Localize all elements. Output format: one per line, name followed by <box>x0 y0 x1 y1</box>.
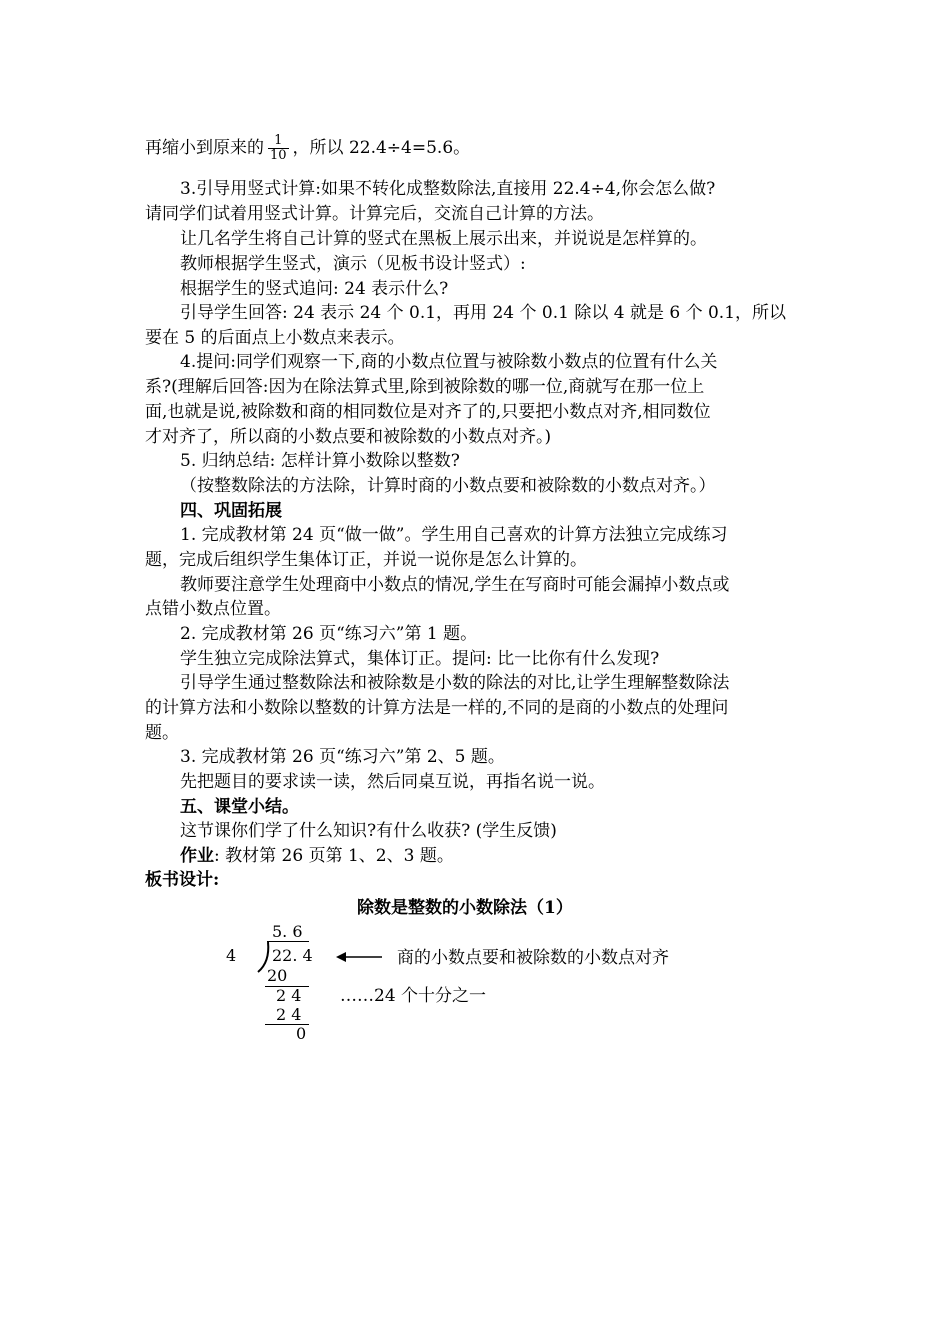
text-line-homework <box>180 845 454 867</box>
text-line-13: 5. 归纳总结: 怎样计算小数除以整数? <box>180 451 460 471</box>
division-step-remainder-1: 2 4 <box>276 986 302 1005</box>
text-line-20: 2. 完成教材第 26 页“练习六”第 1 题。 <box>180 624 478 644</box>
homework-text: : 教材第 26 页第 1、2、3 题。 <box>214 846 454 866</box>
text-line-28: 这节课你们学了什么知识?有什么收获? (学生反馈) <box>180 821 557 841</box>
text-line-22: 引导学生通过整数除法和被除数是小数的除法的对比,让学生理解整数除法 <box>180 673 730 693</box>
board-note-tenths: ……24 个十分之一 <box>340 986 487 1006</box>
division-divisor: 4 <box>226 946 237 965</box>
text-line-23: 的计算方法和小数除以整数的计算方法是一样的,不同的是商的小数点的处理问 <box>145 698 729 718</box>
text-segment: 再缩小到原来的 <box>145 138 264 158</box>
board-note-decimal-alignment: 商的小数点要和被除数的小数点对齐 <box>397 948 669 968</box>
text-line-18: 教师要注意学生处理商中小数点的情况,学生在写商时可能会漏掉小数点或 <box>180 575 730 595</box>
text-line-8: 要在 5 的后面点上小数点来表示。 <box>145 328 405 348</box>
text-segment: ，所以 22.4÷4=5.6。 <box>292 138 471 158</box>
text-line-6: 根据学生的竖式追问: 24 表示什么? <box>180 279 449 299</box>
division-step-subtract-2: 2 4 <box>276 1005 302 1024</box>
section-heading-consolidate: 四、巩固拓展 <box>180 501 282 521</box>
text-line-19: 点错小数点位置。 <box>145 599 281 619</box>
fraction-numerator: 1 <box>268 134 289 149</box>
board-title: 除数是整数的小数除法（1） <box>357 898 573 918</box>
text-line-21: 学生独立完成除法算式，集体订正。提问: 比一比你有什么发现? <box>180 649 660 669</box>
division-step-subtract-1: 20 <box>267 966 288 985</box>
text-line-9: 4.提问:同学们观察一下,商的小数点位置与被除数小数点的位置有什么关 <box>180 352 718 372</box>
left-arrow-icon <box>336 950 384 964</box>
homework-label: 作业 <box>180 846 214 866</box>
fraction-denominator: 10 <box>270 148 287 163</box>
text-line-7: 引导学生回答: 24 表示 24 个 0.1，再用 24 个 0.1 除以 4 就是 6 个 0.1，所以 <box>180 303 787 323</box>
division-quotient: 5. 6 <box>272 922 303 941</box>
text-line-3: 请同学们试着用竖式计算。计算完后，交流自己计算的方法。 <box>145 204 604 224</box>
division-dividend: 22. 4 <box>272 946 313 965</box>
board-design-label: 板书设计: <box>145 870 220 890</box>
text-line-12: 才对齐了，所以商的小数点要和被除数的小数点对齐。) <box>145 427 552 447</box>
text-line-24: 题。 <box>145 723 179 743</box>
text-line-1 <box>145 134 470 163</box>
text-line-2: 3.引导用竖式计算:如果不转化成整数除法,直接用 22.4÷4,你会怎么做? <box>180 179 716 199</box>
text-line-5: 教师根据学生竖式，演示（见板书设计竖式）: <box>180 254 526 274</box>
text-line-26: 先把题目的要求读一读，然后同桌互说，再指名说一说。 <box>180 772 605 792</box>
text-line-11: 面,也就是说,被除数和商的相同数位是对齐了的,只要把小数点对齐,相同数位 <box>145 402 711 422</box>
text-line-16: 1. 完成教材第 24 页“做一做”。学生用自己喜欢的计算方法独立完成练习 <box>180 525 728 545</box>
text-line-14: （按整数除法的方法除，计算时商的小数点要和被除数的小数点对齐。） <box>180 476 716 496</box>
text-line-10: 系?(理解后回答:因为在除法算式里,除到被除数的哪一位,商就写在那一位上 <box>145 377 705 397</box>
division-remainder: 0 <box>296 1024 307 1043</box>
text-line-17: 题，完成后组织学生集体订正，并说一说你是怎么计算的。 <box>145 550 587 570</box>
text-line-4: 让几名学生将自己计算的竖式在黑板上展示出来，并说说是怎样算的。 <box>180 229 707 249</box>
section-heading-summary: 五、课堂小结。 <box>180 797 299 817</box>
fraction-one-tenth <box>268 134 289 163</box>
text-line-25: 3. 完成教材第 26 页“练习六”第 2、5 题。 <box>180 747 505 767</box>
